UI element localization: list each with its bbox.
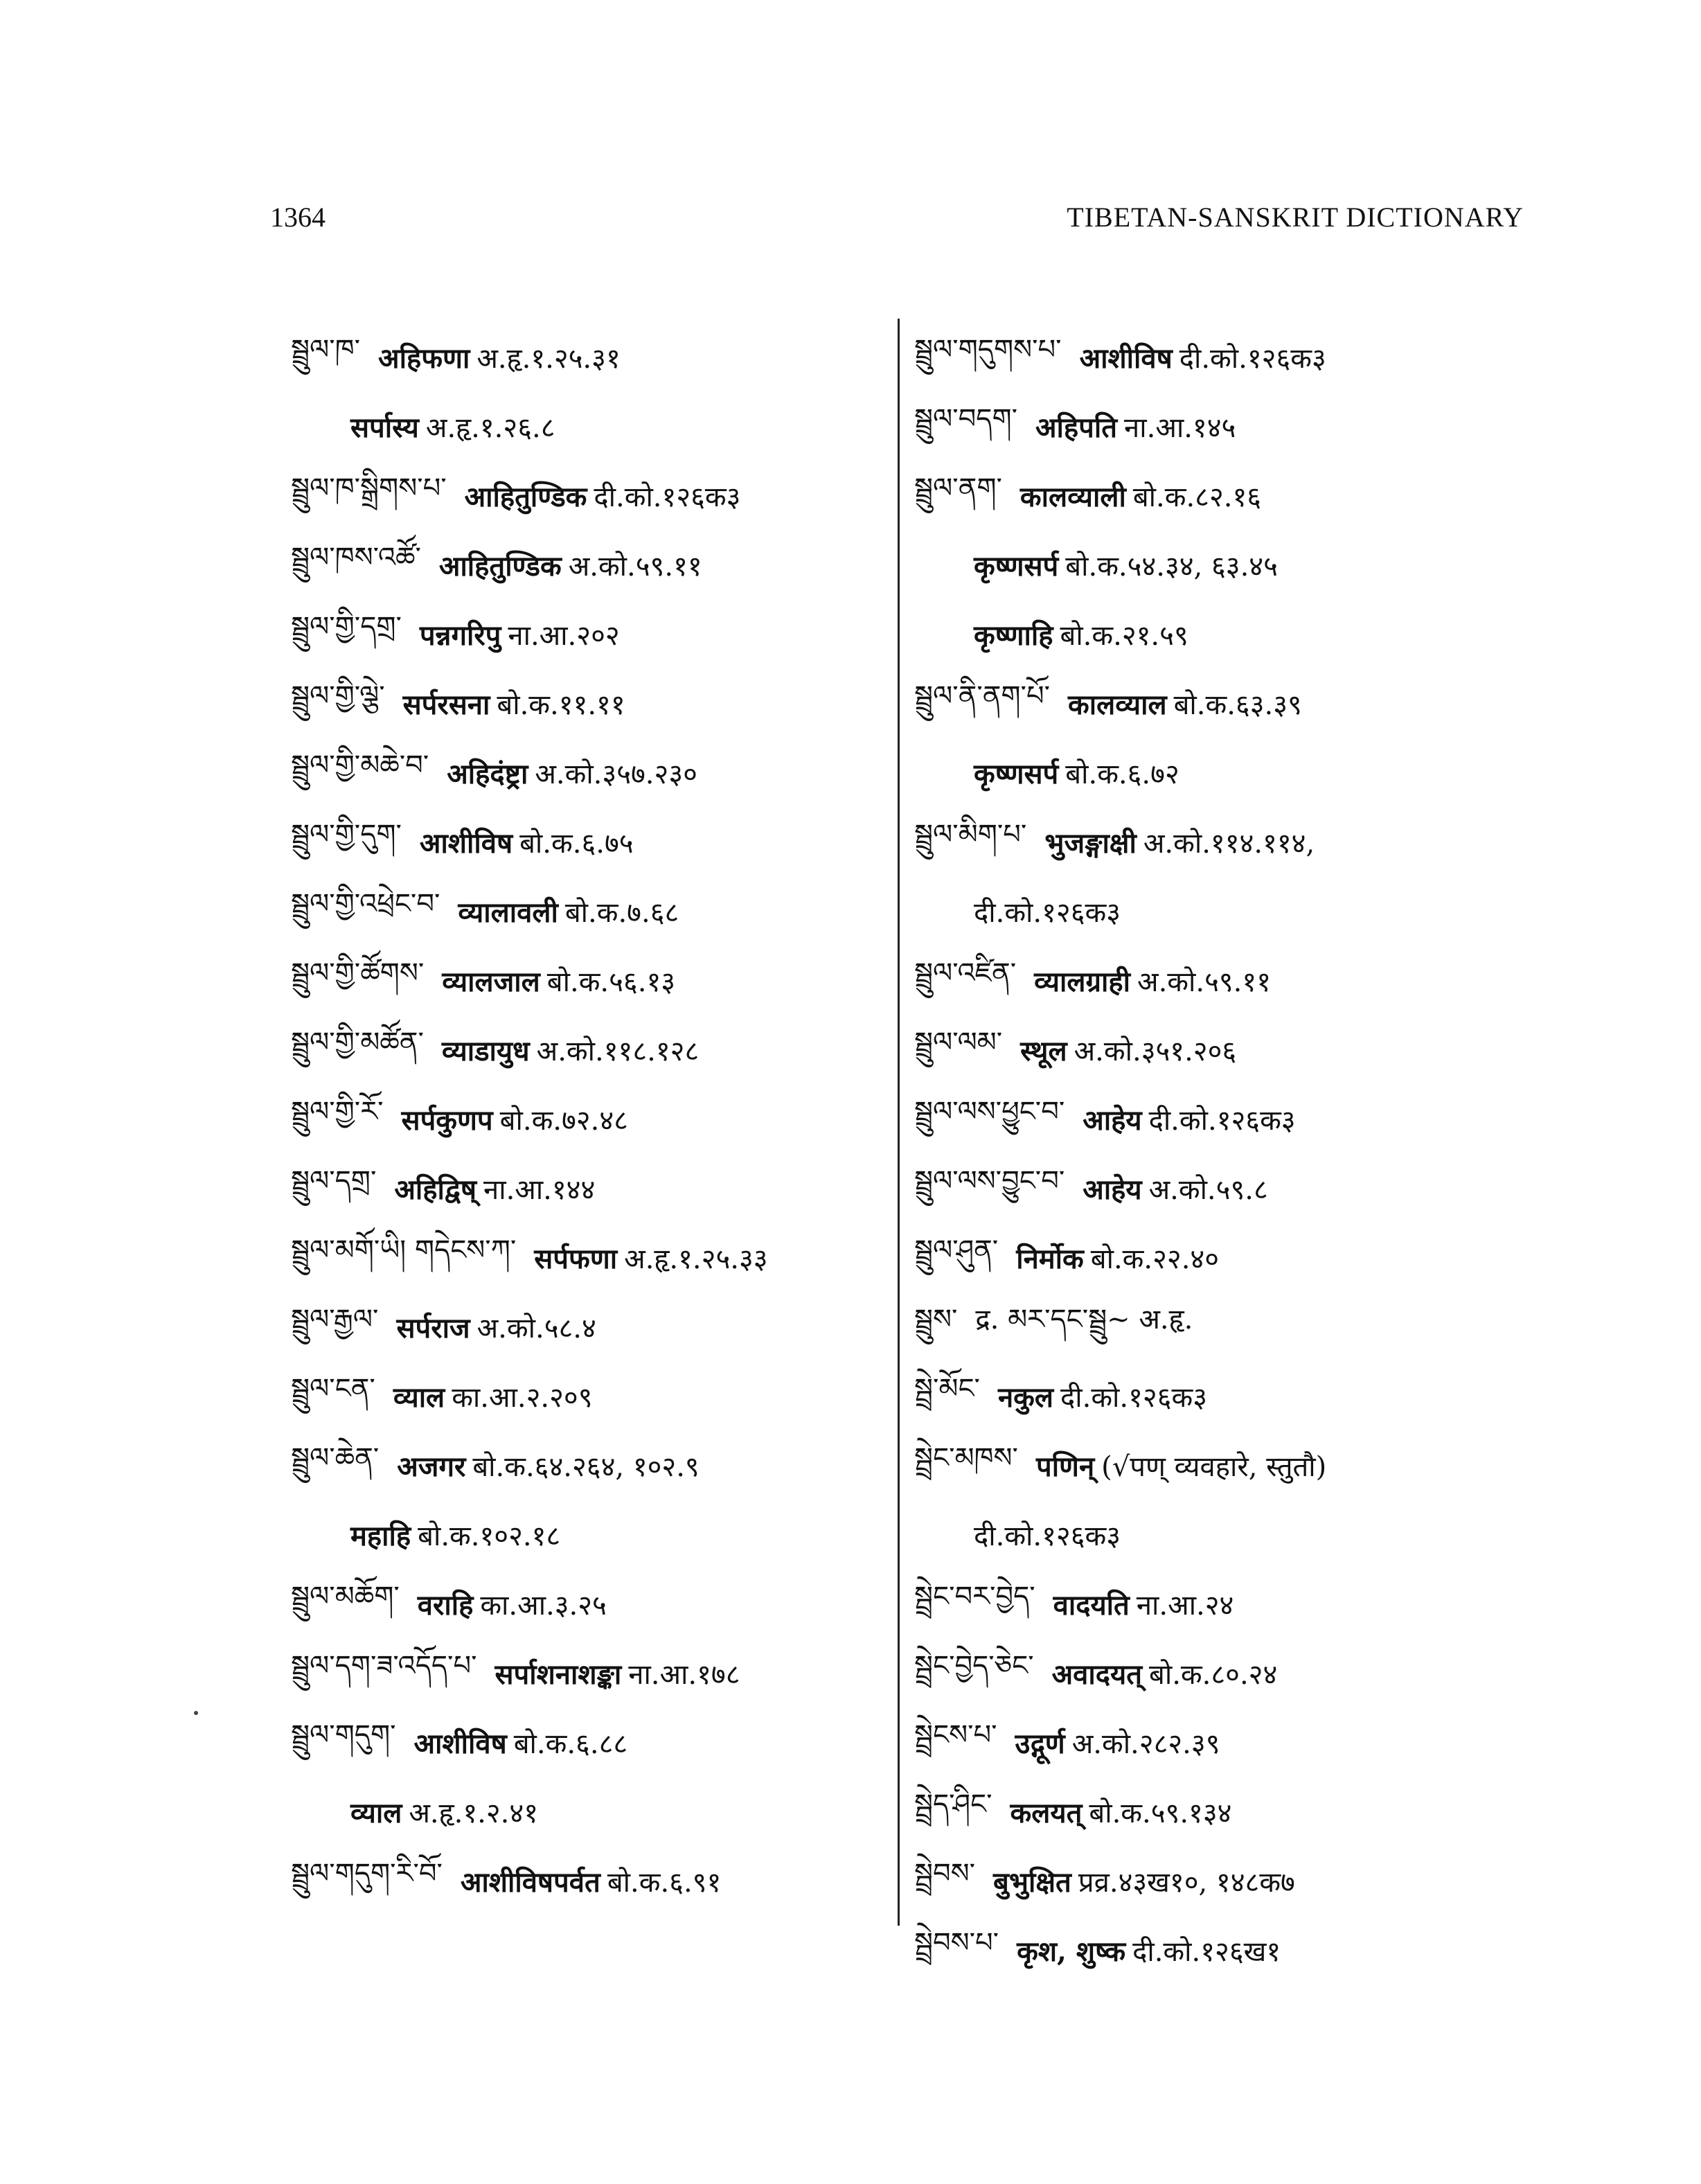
tibetan-headword: སྦྲུལ་གདུག་ (291, 1719, 396, 1751)
source-reference: बो.क.५९.१३४ (1089, 1797, 1232, 1829)
source-reference: दी.को.१२६क३ (1148, 1104, 1296, 1137)
sanskrit-equivalent: सर्पराज (396, 1311, 470, 1344)
tibetan-headword: སྦྲུལ་ཤུན་ (914, 1234, 999, 1266)
sanskrit-equivalent: व्याल (350, 1796, 402, 1829)
tibetan-headword: སྦྲུལ་གྱི་དུག་ (291, 818, 402, 851)
source-reference: का.आ.३.२५ (480, 1589, 607, 1622)
sanskrit-equivalent: आहितुण्डिक (464, 480, 587, 513)
tibetan-headword: སྦྲེང་མཁས་ (914, 1441, 1018, 1474)
dictionary-entry (914, 599, 1538, 668)
sanskrit-equivalent: आशीविष (413, 1727, 507, 1760)
tibetan-headword: སྦྲུལ་གདུགས་པ་ (914, 333, 1062, 366)
dictionary-entry (291, 668, 887, 738)
sanskrit-equivalent: अहिदंष्ट्रा (447, 757, 528, 790)
source-reference: बो.क.६.७५ (519, 827, 634, 860)
sanskrit-equivalent: व्यालजाल (442, 965, 540, 998)
sanskrit-equivalent: वराहि (417, 1588, 474, 1622)
source-reference: बो.क.६३.३९ (1173, 689, 1302, 721)
source-reference: अ.को.११८.१२८ (536, 1035, 700, 1067)
tibetan-headword: སྦྲུལ་ནག་ (914, 472, 1002, 504)
dictionary-entry (291, 599, 887, 668)
tibetan-headword: སྦྲུལ་ལས་ཕྱུང་བ་ (914, 1095, 1065, 1128)
dictionary-entry (914, 738, 1538, 807)
dictionary-entry (914, 1153, 1538, 1223)
source-reference: अ.को.५९.११ (568, 550, 702, 583)
sanskrit-equivalent: कालव्याल (1068, 688, 1167, 721)
sanskrit-equivalent: नकुल (997, 1380, 1054, 1414)
tibetan-headword: སྦྲུལ་ཆེན་ (291, 1441, 380, 1474)
source-reference: बो.क.५४.३४, ६३.४५ (1065, 550, 1278, 583)
sanskrit-equivalent: व्याल (393, 1380, 445, 1414)
dictionary-entry (291, 1707, 887, 1777)
running-title: TIBETAN-SANSKRIT DICTIONARY (1067, 202, 1524, 233)
sanskrit-equivalent: अहिद्विष् (394, 1173, 477, 1206)
dictionary-entry (914, 945, 1538, 1015)
tibetan-headword: སྦྲུལ་རྒྱལ་ (291, 1303, 379, 1335)
sanskrit-equivalent: सर्परसना (402, 688, 490, 721)
source-reference: बो.क.६४.२६४, १०२.९ (472, 1450, 700, 1483)
sanskrit-equivalent: महाहि (350, 1519, 411, 1552)
tibetan-headword: སྦྲུལ་ལམ་ (914, 1026, 1003, 1058)
tibetan-headword: སྦྲུལ་གྱི་མཆེ་བ་ (291, 749, 429, 781)
tibetan-headword: སྦྲེབས་པ་ (914, 1926, 999, 1959)
dictionary-entry (291, 530, 887, 599)
source-reference: बो.क.८०.२४ (1149, 1658, 1278, 1691)
source-reference: बो.क.७२.४८ (499, 1104, 628, 1137)
dictionary-entry (914, 1292, 1538, 1361)
source-reference: बो.क.१०२.१८ (418, 1520, 561, 1552)
source-reference: बो.क.६.७२ (1065, 758, 1179, 790)
sanskrit-equivalent: कृश, शुष्क (1017, 1935, 1126, 1968)
source-reference: का.आ.२.२०९ (452, 1381, 593, 1414)
tibetan-headword: སྦྲུལ་གྱི་ལྕེ་ (291, 680, 385, 712)
sanskrit-equivalent: कालव्याली (1019, 480, 1126, 513)
tibetan-headword: སྦྲེ་མོང་ (914, 1372, 980, 1405)
dictionary-entry (914, 530, 1538, 599)
dictionary-entry (291, 738, 887, 807)
source-reference: ना.आ.२०२ (508, 619, 620, 652)
dictionary-entry (914, 1223, 1538, 1292)
sanskrit-equivalent: अवादयत् (1051, 1658, 1143, 1691)
sanskrit-equivalent: आहितुण्डिक (438, 549, 562, 583)
sanskrit-equivalent: सर्पकुणप (401, 1103, 493, 1137)
sanskrit-equivalent: अहिपति (1035, 411, 1118, 444)
tibetan-headword: སྦྲེད་ཤིང་ (914, 1788, 992, 1820)
source-reference: बो.क.११.११ (497, 689, 625, 721)
source-reference: अ.हृ.१.२.४१ (409, 1797, 538, 1829)
sanskrit-equivalent: निर्मोक (1016, 1242, 1084, 1275)
tibetan-headword: སྦྲེབས་ (914, 1857, 976, 1890)
sanskrit-equivalent: सर्पाशनाशङ्का (495, 1658, 622, 1691)
dictionary-entry (291, 807, 887, 876)
dictionary-entry (291, 945, 887, 1015)
dictionary-entry (914, 1777, 1538, 1846)
sanskrit-equivalent: कृष्णसर्प (974, 757, 1059, 790)
source-reference: अ.को.५९.८ (1148, 1173, 1268, 1206)
source-reference: अ.को.५९.११ (1137, 966, 1272, 998)
dictionary-entry (914, 461, 1538, 530)
page-number: 1364 (270, 202, 326, 233)
dictionary-entry (914, 1361, 1538, 1430)
dictionary-entry (291, 876, 887, 945)
dictionary-entry (914, 1707, 1538, 1777)
source-reference: अ.हृ.१.२५.३३ (624, 1243, 768, 1275)
dictionary-entry (291, 1500, 887, 1569)
sanskrit-equivalent: आहेय (1083, 1173, 1142, 1206)
sanskrit-equivalent: आहेय (1083, 1103, 1142, 1137)
tibetan-headword: སྦྲུལ་དག་ཟ་འདོད་པ་ (291, 1649, 477, 1682)
source-reference: प्रव्र.४३ख१०, १४८क७ (1078, 1866, 1295, 1899)
dictionary-entry (914, 1084, 1538, 1153)
sanskrit-equivalent: कृष्णसर्प (974, 549, 1059, 583)
tibetan-headword: སྦྲུལ་མིག་པ་ (914, 818, 1027, 851)
dictionary-entry (914, 1915, 1538, 1985)
sanskrit-equivalent: बुभुक्षित (993, 1865, 1071, 1899)
source-reference: अ.हृ.१.२६.८ (425, 411, 555, 444)
sanskrit-equivalent: व्यालग्राही (1034, 965, 1131, 998)
dictionary-entry (914, 1638, 1538, 1707)
source-reference: दी.को.१२६ख१ (1132, 1935, 1281, 1968)
source-reference: दी.को.१२६क३ (1179, 342, 1326, 375)
tibetan-headword: སྦྲུལ་མགོ་ཡི། གདེངས་ཀ་ (291, 1234, 517, 1266)
tibetan-headword: སྦྲུལ་མཆོག་ (291, 1580, 400, 1613)
sanskrit-equivalent: पन्नगरिपु (419, 619, 501, 652)
sanskrit-equivalent: कलयत् (1010, 1796, 1083, 1829)
sanskrit-equivalent: व्याडायुध (441, 1034, 530, 1067)
dictionary-entry (914, 1500, 1538, 1569)
source-reference: ना.आ.१७८ (628, 1658, 740, 1691)
source-reference: दी.को.१२६क३ (974, 896, 1121, 929)
sanskrit-equivalent: सर्पास्य (350, 411, 419, 444)
tibetan-headword: སྦྲུལ་གྱི་ཚོགས་ (291, 957, 425, 989)
dictionary-entry (291, 1430, 887, 1500)
source-reference: ना.आ.१४४ (483, 1173, 596, 1206)
source-reference: अ.हृ.१.२५.३१ (477, 342, 621, 375)
sanskrit-equivalent: आशीविषपर्वत (460, 1865, 600, 1899)
tibetan-headword: སྦྲུལ་འཛིན་ (914, 957, 1017, 989)
dictionary-entry (291, 1638, 887, 1707)
page-header (270, 201, 1524, 249)
sanskrit-equivalent: स्थूल (1020, 1034, 1067, 1067)
source-reference: अ.को.५८.४ (477, 1312, 596, 1344)
sanskrit-equivalent: पणिन् (1035, 1450, 1095, 1483)
source-reference: ना.आ.२४ (1136, 1589, 1234, 1622)
sanskrit-equivalent: आशीविष (419, 826, 513, 860)
dictionary-entry (291, 1361, 887, 1430)
source-reference: बो.क.६.८८ (513, 1728, 628, 1760)
tibetan-headword: སྦྲུལ་ཁས་འཚོ་ (291, 541, 421, 574)
source-reference: अ.को.३५१.२०६ (1074, 1035, 1237, 1067)
dictionary-entry (291, 461, 887, 530)
stray-ink-mark (194, 1711, 198, 1715)
source-reference: ना.आ.१४५ (1124, 411, 1236, 444)
source-reference: अ.को.११४.११४, (1143, 827, 1315, 860)
tibetan-headword: སྦྲུལ་དགྲ་ (291, 1164, 377, 1197)
tibetan-headword: སྦྲུལ་གྱི་དགྲ་ (291, 610, 402, 643)
source-reference: दी.को.१२६क३ (594, 481, 741, 513)
tibetan-headword: སྦྲུལ་གྱི་མཚོན་ (291, 1026, 424, 1058)
tibetan-headword: སྦྲེང་བྱེད་ཅེང་ (914, 1649, 1034, 1682)
column-divider (898, 319, 900, 1926)
tibetan-headword: སྦྲུལ་བདག་ (914, 402, 1017, 435)
source-reference: (√पण् व्यवहारे, स्तुतौ) (1101, 1450, 1327, 1483)
dictionary-entry (914, 807, 1538, 876)
dictionary-entry (291, 1777, 887, 1846)
dictionary-entry (291, 1846, 887, 1915)
source-reference: बो.क.६.९१ (607, 1866, 722, 1899)
sanskrit-equivalent: सर्पफणा (534, 1242, 618, 1275)
tibetan-headword: སྦྲུལ་ནི་ནག་པོ་ (914, 680, 1050, 712)
tibetan-headword: སྦྲུལ་གདུག་རི་བོ་ (291, 1857, 443, 1890)
source-reference: बो.क.५६.१३ (546, 966, 676, 998)
dictionary-entry (914, 1015, 1538, 1084)
dictionary-entry (914, 1430, 1538, 1500)
dictionary-entry (291, 1153, 887, 1223)
tibetan-headword: སྦྲུལ་གྱི་རོ་ (291, 1095, 384, 1128)
sanskrit-equivalent: अजगर (397, 1450, 466, 1483)
sanskrit-equivalent: कृष्णाहि (974, 619, 1053, 652)
dictionary-entry (914, 1569, 1538, 1638)
source-reference: बो.क.२२.४० (1090, 1243, 1220, 1275)
source-reference: अ.को.२८२.३९ (1071, 1728, 1220, 1760)
dictionary-entry (914, 391, 1538, 461)
dictionary-entry (291, 1084, 887, 1153)
dictionary-entry (291, 1292, 887, 1361)
sanskrit-equivalent: भुजङ्गाक्षी (1044, 826, 1137, 860)
tibetan-headword: སྦྲུལ་ངན་ (291, 1372, 375, 1405)
dictionary-entry (291, 1569, 887, 1638)
right-column (914, 322, 1538, 1985)
source-reference: बो.क.८२.१६ (1132, 481, 1262, 513)
sanskrit-equivalent: वादयति (1053, 1588, 1130, 1622)
source-reference: द्र. མར་དང་སྦྲུ~ अ.हृ. (975, 1303, 1193, 1335)
tibetan-headword: སྦྲུལ་ལས་བྱུང་བ་ (914, 1164, 1065, 1197)
sanskrit-equivalent: आशीविष (1079, 341, 1173, 375)
source-reference: दी.को.१२६क३ (1060, 1381, 1208, 1414)
dictionary-entry (914, 668, 1538, 738)
tibetan-headword: སྦྲུས་ (914, 1303, 958, 1335)
sanskrit-equivalent: उद्गूर्ण (1015, 1727, 1065, 1760)
dictionary-entry (291, 1223, 887, 1292)
dictionary-entry (914, 322, 1538, 391)
source-reference: अ.को.३५७.२३० (535, 758, 697, 790)
source-reference: बो.क.७.६८ (564, 896, 679, 929)
tibetan-headword: སྦྲུལ་གྱི་འཕྲེང་བ་ (291, 887, 440, 920)
tibetan-headword: སྦྲུལ་ཁ་ (291, 333, 361, 366)
tibetan-headword: སྦྲུལ་ཁ་སྒྲིགས་པ་ (291, 472, 447, 504)
source-reference: बो.क.२१.५९ (1060, 619, 1188, 652)
sanskrit-equivalent: व्यालावली (458, 896, 558, 929)
left-column (291, 322, 887, 1915)
dictionary-entry (914, 1846, 1538, 1915)
dictionary-entry (291, 1015, 887, 1084)
tibetan-headword: སྦྲེང་བར་བྱེད་ (914, 1580, 1035, 1613)
dictionary-entry (914, 876, 1538, 945)
tibetan-headword: སྦྲེངས་པ་ (914, 1719, 997, 1751)
sanskrit-equivalent: अहिफणा (378, 341, 470, 375)
source-reference: दी.को.१२६क३ (974, 1520, 1121, 1552)
dictionary-entry (291, 391, 887, 461)
dictionary-entry (291, 322, 887, 391)
